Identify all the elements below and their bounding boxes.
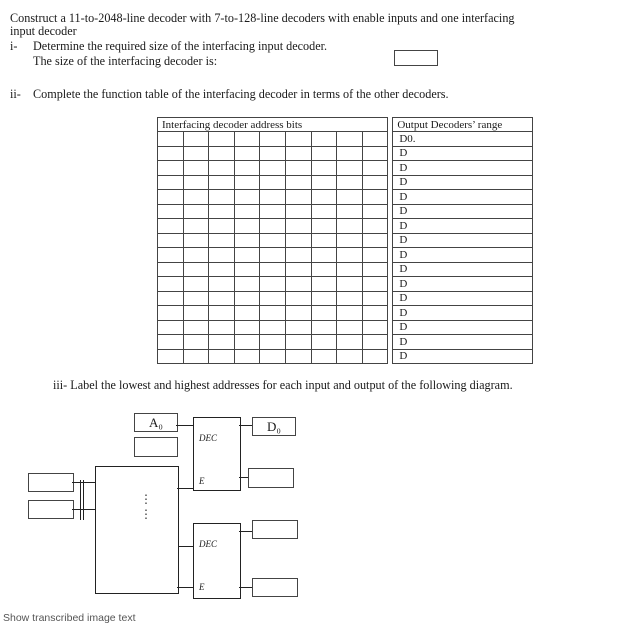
address-bit-cell[interactable] <box>285 335 311 350</box>
address-bit-cell[interactable] <box>209 146 235 161</box>
address-bit-cell[interactable] <box>234 320 260 335</box>
address-bit-cell[interactable] <box>209 190 235 205</box>
address-bit-cell[interactable] <box>260 306 286 321</box>
table-row <box>158 320 533 335</box>
address-bit-cell[interactable] <box>183 132 209 147</box>
table-row <box>158 349 533 364</box>
address-bit-cell[interactable] <box>158 204 184 219</box>
address-bit-cell[interactable] <box>311 146 337 161</box>
address-bit-cell[interactable] <box>260 233 286 248</box>
address-bit-cell[interactable] <box>158 190 184 205</box>
bus-line <box>80 480 81 520</box>
address-bit-cell[interactable] <box>183 291 209 306</box>
address-bit-cell[interactable] <box>209 306 235 321</box>
address-bit-cell[interactable] <box>285 132 311 147</box>
address-bit-cell[interactable] <box>337 291 363 306</box>
output-range-cell[interactable]: D <box>393 262 533 277</box>
address-bit-cell[interactable] <box>337 335 363 350</box>
address-bit-cell[interactable] <box>285 204 311 219</box>
address-bit-cell[interactable] <box>260 349 286 364</box>
output-range-cell[interactable]: D <box>393 233 533 248</box>
address-bit-cell[interactable] <box>209 132 235 147</box>
address-bit-cell[interactable] <box>362 262 388 277</box>
address-bit-cell[interactable] <box>311 132 337 147</box>
table-row <box>158 146 533 161</box>
address-bit-cell[interactable] <box>209 277 235 292</box>
address-bit-cell[interactable] <box>362 349 388 364</box>
address-bit-cell[interactable] <box>337 233 363 248</box>
address-bit-cell[interactable] <box>209 175 235 190</box>
address-bit-cell[interactable] <box>209 219 235 234</box>
address-bit-cell[interactable] <box>285 233 311 248</box>
output-range-cell[interactable]: D <box>393 204 533 219</box>
address-bit-cell[interactable] <box>337 277 363 292</box>
address-bit-cell[interactable] <box>183 190 209 205</box>
answer-box-decoder-size[interactable] <box>394 50 438 66</box>
address-bit-cell[interactable] <box>260 335 286 350</box>
table-row <box>158 161 533 176</box>
output-range-cell[interactable]: D <box>393 291 533 306</box>
address-bit-cell[interactable] <box>234 132 260 147</box>
part-ii-text: Complete the function table of the interfacing decoder in terms of the other decoders. <box>33 87 449 101</box>
address-bit-cell[interactable] <box>183 146 209 161</box>
address-bit-cell[interactable] <box>209 248 235 263</box>
output-range-cell[interactable]: D <box>393 219 533 234</box>
address-bit-cell[interactable] <box>158 335 184 350</box>
answer-box-dec1-output[interactable] <box>248 468 294 488</box>
output-range-cell[interactable]: D <box>393 349 533 364</box>
decoder-1-enable: E <box>199 476 205 486</box>
wire <box>177 587 193 588</box>
answer-box-dec2-output-high[interactable] <box>252 578 298 597</box>
address-bit-cell[interactable] <box>183 335 209 350</box>
table-row <box>158 204 533 219</box>
table-row <box>158 262 533 277</box>
intro-line-1: Construct a 11-to-2048-line decoder with 7-to-128-line decoders with enable inputs and one interfacing <box>10 11 515 25</box>
address-bit-cell[interactable] <box>362 320 388 335</box>
address-bit-cell[interactable] <box>337 132 363 147</box>
address-bit-cell[interactable] <box>234 233 260 248</box>
address-bit-cell[interactable] <box>337 306 363 321</box>
address-bit-cell[interactable] <box>158 161 184 176</box>
address-bit-cell[interactable] <box>260 219 286 234</box>
address-bit-cell[interactable] <box>337 161 363 176</box>
address-bit-cell[interactable] <box>260 204 286 219</box>
address-bit-cell[interactable] <box>260 277 286 292</box>
address-bit-cell[interactable] <box>158 132 184 147</box>
address-bit-cell[interactable] <box>183 262 209 277</box>
answer-box-interface-in-2[interactable] <box>28 500 74 519</box>
address-bit-cell[interactable] <box>234 291 260 306</box>
output-range-cell[interactable]: D0. <box>393 132 533 147</box>
address-bit-cell[interactable] <box>260 320 286 335</box>
address-bit-cell[interactable] <box>311 262 337 277</box>
address-bit-cell[interactable] <box>337 262 363 277</box>
address-bit-cell[interactable] <box>234 349 260 364</box>
address-bit-cell[interactable] <box>183 233 209 248</box>
address-bit-cell[interactable] <box>183 320 209 335</box>
address-bit-cell[interactable] <box>362 219 388 234</box>
address-bit-cell[interactable] <box>285 161 311 176</box>
decoder-1-label: DEC <box>199 433 217 443</box>
address-bit-cell[interactable] <box>285 190 311 205</box>
table-header-bits: Interfacing decoder address bits <box>158 118 388 132</box>
address-bit-cell[interactable] <box>362 161 388 176</box>
address-bit-cell[interactable] <box>362 335 388 350</box>
address-bit-cell[interactable] <box>337 320 363 335</box>
address-bit-cell[interactable] <box>285 349 311 364</box>
address-bit-cell[interactable] <box>158 306 184 321</box>
address-bit-cell[interactable] <box>362 132 388 147</box>
address-bit-cell[interactable] <box>260 190 286 205</box>
address-bit-cell[interactable] <box>260 291 286 306</box>
address-bit-cell[interactable] <box>337 248 363 263</box>
answer-box-dec2-output-low[interactable] <box>252 520 298 539</box>
table-header-output: Output Decoders’ range <box>393 118 533 132</box>
address-bit-cell[interactable] <box>362 291 388 306</box>
intro-line-2: input decoder <box>10 24 77 38</box>
address-bit-cell[interactable] <box>311 204 337 219</box>
address-bit-cell[interactable] <box>285 219 311 234</box>
table-row <box>158 306 533 321</box>
part-i-label: i- <box>10 39 18 53</box>
output-range-cell[interactable]: D <box>393 175 533 190</box>
table-row <box>158 248 533 263</box>
address-bit-cell[interactable] <box>311 219 337 234</box>
address-bit-cell[interactable] <box>158 291 184 306</box>
output-range-cell[interactable]: D <box>393 146 533 161</box>
table-row <box>158 277 533 292</box>
address-bit-cell[interactable] <box>260 146 286 161</box>
table-row <box>158 335 533 350</box>
address-bit-cell[interactable] <box>234 248 260 263</box>
address-bit-cell[interactable] <box>311 306 337 321</box>
address-bit-cell[interactable] <box>362 248 388 263</box>
address-bit-cell[interactable] <box>362 277 388 292</box>
address-bit-cell[interactable] <box>158 146 184 161</box>
function-table <box>157 117 533 364</box>
address-bit-cell[interactable] <box>158 262 184 277</box>
address-bit-cell[interactable] <box>337 219 363 234</box>
address-bit-cell[interactable] <box>285 146 311 161</box>
address-bit-cell[interactable] <box>158 248 184 263</box>
table-row <box>158 233 533 248</box>
address-bit-cell[interactable] <box>234 161 260 176</box>
table-row <box>158 219 533 234</box>
output-range-cell[interactable]: D <box>393 277 533 292</box>
address-bit-cell[interactable] <box>362 146 388 161</box>
address-bit-cell[interactable] <box>362 306 388 321</box>
part-ii-label: ii- <box>10 87 21 101</box>
address-bit-cell[interactable] <box>209 233 235 248</box>
address-bit-cell[interactable] <box>311 175 337 190</box>
output-range-cell[interactable]: D <box>393 335 533 350</box>
address-bit-cell[interactable] <box>285 262 311 277</box>
address-bit-cell[interactable] <box>285 306 311 321</box>
interfacing-decoder <box>95 466 179 594</box>
address-bit-cell[interactable] <box>158 349 184 364</box>
address-bit-cell[interactable] <box>183 277 209 292</box>
show-transcribed-link[interactable]: Show transcribed image text <box>3 612 136 624</box>
address-bit-cell[interactable] <box>183 219 209 234</box>
address-bit-cell[interactable] <box>285 277 311 292</box>
input-label-a0: A₀ <box>134 413 178 432</box>
output-range-cell[interactable]: D <box>393 320 533 335</box>
address-bit-cell[interactable] <box>234 175 260 190</box>
address-bit-cell[interactable] <box>183 306 209 321</box>
address-bit-cell[interactable] <box>209 320 235 335</box>
address-bit-cell[interactable] <box>362 204 388 219</box>
address-bit-cell[interactable] <box>234 335 260 350</box>
address-bit-cell[interactable] <box>311 320 337 335</box>
address-bit-cell[interactable] <box>362 233 388 248</box>
address-bit-cell[interactable] <box>311 277 337 292</box>
address-bit-cell[interactable] <box>311 291 337 306</box>
address-bit-cell[interactable] <box>311 190 337 205</box>
decoder-2-enable: E <box>199 582 205 592</box>
address-bit-cell[interactable] <box>260 161 286 176</box>
part-iii-text: iii- Label the lowest and highest addresses for each input and output of the following diagram. <box>53 378 513 392</box>
address-bit-cell[interactable] <box>362 175 388 190</box>
address-bit-cell[interactable] <box>362 190 388 205</box>
address-bit-cell[interactable] <box>183 175 209 190</box>
output-range-cell[interactable]: D <box>393 248 533 263</box>
address-bit-cell[interactable] <box>158 277 184 292</box>
address-bit-cell[interactable] <box>337 349 363 364</box>
address-bit-cell[interactable] <box>234 204 260 219</box>
address-bit-cell[interactable] <box>158 320 184 335</box>
address-bit-cell[interactable] <box>285 248 311 263</box>
wire <box>177 488 193 489</box>
address-bit-cell[interactable] <box>158 219 184 234</box>
ellipsis-dots: ⋮ <box>140 492 152 506</box>
address-bit-cell[interactable] <box>285 320 311 335</box>
address-bit-cell[interactable] <box>183 349 209 364</box>
output-label-d0: D₀ <box>252 417 296 436</box>
address-bit-cell[interactable] <box>209 161 235 176</box>
address-bit-cell[interactable] <box>311 233 337 248</box>
address-bit-cell[interactable] <box>337 175 363 190</box>
address-bit-cell[interactable] <box>337 146 363 161</box>
address-bit-cell[interactable] <box>234 306 260 321</box>
output-range-cell[interactable]: D <box>393 306 533 321</box>
address-bit-cell[interactable] <box>234 219 260 234</box>
address-bit-cell[interactable] <box>311 248 337 263</box>
address-bit-cell[interactable] <box>311 335 337 350</box>
table-row <box>158 190 533 205</box>
wire <box>239 531 252 532</box>
part-i-sub: The size of the interfacing decoder is: <box>33 54 218 68</box>
address-bit-cell[interactable] <box>337 190 363 205</box>
address-bit-cell[interactable] <box>337 204 363 219</box>
address-bit-cell[interactable] <box>234 277 260 292</box>
address-bit-cell[interactable] <box>311 161 337 176</box>
address-bit-cell[interactable] <box>234 190 260 205</box>
address-bit-cell[interactable] <box>234 146 260 161</box>
address-bit-cell[interactable] <box>158 233 184 248</box>
table-row <box>158 291 533 306</box>
part-i-text: Determine the required size of the interfacing input decoder. <box>33 39 328 53</box>
address-bit-cell[interactable] <box>209 349 235 364</box>
table-row <box>158 175 533 190</box>
address-bit-cell[interactable] <box>285 175 311 190</box>
wire <box>239 477 248 478</box>
answer-box-input-high[interactable] <box>134 437 178 457</box>
output-range-cell[interactable]: D <box>393 190 533 205</box>
address-bit-cell[interactable] <box>234 262 260 277</box>
output-range-cell[interactable]: D <box>393 161 533 176</box>
address-bit-cell[interactable] <box>260 262 286 277</box>
address-bit-cell[interactable] <box>183 248 209 263</box>
wire <box>176 425 193 426</box>
address-bit-cell[interactable] <box>209 291 235 306</box>
address-bit-cell[interactable] <box>183 204 209 219</box>
address-bit-cell[interactable] <box>260 248 286 263</box>
address-bit-cell[interactable] <box>209 204 235 219</box>
answer-box-interface-in-1[interactable] <box>28 473 74 492</box>
address-bit-cell[interactable] <box>311 349 337 364</box>
address-bit-cell[interactable] <box>285 291 311 306</box>
bus-line <box>83 480 84 520</box>
decoder-2-label: DEC <box>199 539 217 549</box>
address-bit-cell[interactable] <box>209 262 235 277</box>
address-bit-cell[interactable] <box>158 175 184 190</box>
address-bit-cell[interactable] <box>209 335 235 350</box>
ellipsis-dots: ⋮ <box>140 507 152 521</box>
wire <box>239 425 252 426</box>
wire <box>239 587 252 588</box>
table-row <box>158 132 533 147</box>
address-bit-cell[interactable] <box>183 161 209 176</box>
address-bit-cell[interactable] <box>260 132 286 147</box>
address-bit-cell[interactable] <box>260 175 286 190</box>
